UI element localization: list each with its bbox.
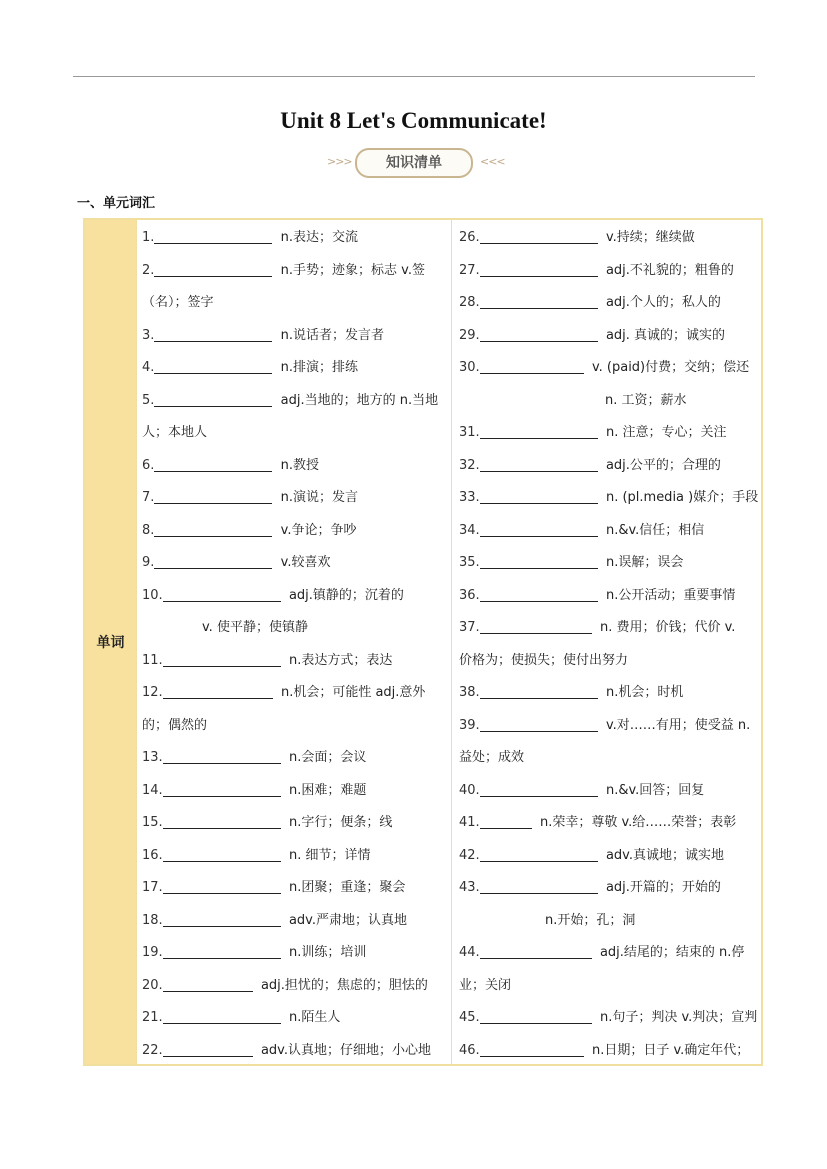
item-definition: n.困难；难题 (288, 782, 367, 798)
item-definition: n.手势；迹象；标志 v.签 (280, 262, 425, 278)
item-definition: adj.不礼貌的；粗鲁的 (605, 262, 734, 278)
answer-blank[interactable] (480, 518, 598, 537)
section-heading: 一、单元词汇 (77, 196, 156, 211)
answer-blank[interactable] (480, 290, 598, 309)
item-definition: n.日期；日子 v.确定年代； (591, 1042, 750, 1058)
item-definition: v.较喜欢 (280, 555, 331, 570)
answer-blank[interactable] (480, 680, 598, 699)
item-number: 32. (459, 457, 480, 473)
answer-blank[interactable] (163, 843, 281, 862)
item-definition: 业；关闭 (459, 977, 512, 993)
column-divider (451, 220, 452, 1064)
vocab-column-right (459, 222, 759, 1067)
page-title: Unit 8 Let's Communicate! (280, 108, 547, 133)
answer-blank[interactable] (480, 875, 598, 894)
answer-blank[interactable] (480, 615, 592, 634)
item-definition: n.开始；孔；洞 (545, 912, 636, 928)
vocab-line (459, 352, 759, 385)
answer-blank[interactable] (480, 583, 598, 602)
answer-blank[interactable] (480, 258, 598, 277)
vocab-line (142, 482, 446, 515)
item-definition: n. 细节；详情 (288, 847, 371, 863)
item-definition: n.机会；可能性 adj.意外 (280, 685, 426, 700)
item-number: 40. (459, 782, 480, 798)
item-number: 15. (142, 815, 163, 830)
item-number: 26. (459, 230, 480, 245)
item-definition: n.演说；发言 (280, 490, 359, 505)
vocab-line (459, 905, 759, 938)
answer-blank[interactable] (154, 453, 272, 472)
item-definition: n. (pl.media )媒介；手段 (605, 490, 759, 505)
item-definition: 价格为；使损失；使付出努力 (459, 652, 629, 668)
item-definition: adv.严肃地；认真地 (288, 912, 407, 928)
answer-blank[interactable] (480, 713, 598, 732)
item-number: 33. (459, 490, 480, 505)
item-number: 37. (459, 620, 480, 635)
item-number: 42. (459, 847, 480, 863)
vocab-line (142, 320, 446, 353)
item-number: 9. (142, 555, 155, 570)
vocab-line (459, 775, 759, 808)
item-number: 34. (459, 522, 480, 538)
item-definition: adj.镇静的；沉着的 (288, 587, 404, 603)
item-number: 30. (459, 360, 480, 375)
vocab-line (459, 742, 759, 775)
item-number: 21. (142, 1010, 163, 1025)
vocab-line (459, 677, 759, 710)
item-number: 19. (142, 945, 163, 960)
item-definition: v. 使平静；使镇静 (202, 620, 308, 635)
item-definition: n.教授 (280, 457, 320, 473)
item-number: 41. (459, 815, 480, 830)
answer-blank[interactable] (480, 1005, 592, 1024)
vocab-line (459, 580, 759, 613)
item-number: 2. (142, 262, 155, 278)
item-number: 5. (142, 392, 155, 408)
vocab-line (142, 742, 446, 775)
item-number: 4. (142, 360, 155, 375)
row-label-cell (85, 220, 137, 1064)
vocab-line (142, 287, 446, 320)
banner-left-arrows: >>> (327, 155, 352, 168)
section-banner (324, 148, 504, 178)
vocab-line (459, 450, 759, 483)
vocab-line (459, 710, 759, 743)
item-definition: n.陌生人 (288, 1010, 341, 1025)
vocab-line (142, 937, 446, 970)
item-definition: adj. 真诚的；诚实的 (605, 327, 726, 343)
item-definition: n.会面；会议 (288, 750, 367, 765)
item-definition: n.误解；误会 (605, 555, 684, 570)
item-definition: adj.开篇的；开始的 (605, 880, 721, 895)
vocab-line (142, 775, 446, 808)
item-number: 7. (142, 490, 155, 505)
banner-label: 知识清单 (355, 148, 473, 178)
vocab-line (459, 515, 759, 548)
item-definition: 人；本地人 (142, 425, 208, 440)
item-number: 17. (142, 880, 163, 895)
answer-blank[interactable] (480, 940, 592, 959)
answer-blank[interactable] (480, 355, 584, 374)
item-definition: 的；偶然的 (142, 717, 208, 733)
answer-blank[interactable] (480, 550, 598, 569)
vocab-line (142, 710, 446, 743)
item-number: 10. (142, 587, 163, 603)
answer-blank[interactable] (154, 258, 272, 277)
vocab-line (459, 255, 759, 288)
vocab-line (142, 352, 446, 385)
answer-blank[interactable] (163, 908, 281, 927)
vocab-line (459, 385, 759, 418)
vocab-line (142, 385, 446, 418)
answer-blank[interactable] (154, 550, 272, 569)
item-number: 29. (459, 327, 480, 343)
vocab-line (142, 580, 446, 613)
item-number: 45. (459, 1010, 480, 1025)
vocab-line (142, 515, 446, 548)
answer-blank[interactable] (163, 648, 281, 667)
item-number: 1. (142, 230, 155, 245)
item-number: 35. (459, 555, 480, 570)
vocab-line (142, 645, 446, 678)
vocab-line (142, 255, 446, 288)
item-number: 22. (142, 1042, 163, 1058)
answer-blank[interactable] (154, 225, 272, 244)
answer-blank[interactable] (480, 225, 598, 244)
item-definition: adj.公平的；合理的 (605, 457, 721, 473)
vocab-line (459, 547, 759, 580)
item-definition: v.对……有用；使受益 n. (605, 717, 751, 733)
item-definition: n.表达；交流 (280, 230, 359, 245)
item-definition: adv.真诚地；诚实地 (605, 847, 724, 863)
item-definition: n.公开活动；重要事情 (605, 587, 736, 603)
vocab-line (459, 872, 759, 905)
item-number: 27. (459, 262, 480, 278)
item-number: 3. (142, 327, 155, 343)
answer-blank[interactable] (480, 485, 598, 504)
item-number: 28. (459, 295, 480, 310)
item-definition: v.争论；争吵 (280, 522, 357, 538)
item-number: 39. (459, 717, 480, 733)
item-number: 36. (459, 587, 480, 603)
item-definition: n. 费用；价钱；代价 v. (599, 620, 736, 635)
item-definition: n.机会；时机 (605, 685, 684, 700)
vocab-line (459, 840, 759, 873)
answer-blank[interactable] (163, 583, 281, 602)
vocab-line (142, 677, 446, 710)
item-definition: 益处；成效 (459, 750, 525, 765)
vocab-line (459, 970, 759, 1003)
vocab-line (459, 645, 759, 678)
item-definition: n.表达方式；表达 (288, 652, 393, 668)
vocab-line (142, 547, 446, 580)
vocab-line (142, 450, 446, 483)
vocab-line (142, 905, 446, 938)
item-number: 38. (459, 685, 480, 700)
answer-blank[interactable] (480, 420, 598, 439)
vocab-line (459, 1002, 759, 1035)
item-definition: n.&v.信任；相信 (605, 522, 705, 538)
vocab-line (142, 1035, 446, 1068)
answer-blank[interactable] (154, 518, 272, 537)
vocab-line (459, 807, 759, 840)
item-definition: adj.结尾的；结束的 n.停 (599, 945, 745, 960)
item-definition: adj.担忧的；焦虑的；胆怯的 (260, 977, 428, 993)
item-number: 31. (459, 425, 480, 440)
item-number: 16. (142, 847, 163, 863)
vocab-line (142, 807, 446, 840)
item-definition: v.持续；继续做 (605, 230, 695, 245)
answer-blank[interactable] (163, 778, 281, 797)
answer-blank[interactable] (480, 778, 598, 797)
vocab-line (142, 417, 446, 450)
answer-blank[interactable] (163, 875, 281, 894)
item-definition: n.说话者；发言者 (280, 327, 385, 343)
item-definition: n.排演；排练 (280, 360, 359, 375)
vocab-line (459, 320, 759, 353)
item-number: 6. (142, 457, 155, 473)
vocab-table (83, 218, 763, 1066)
vocab-line (142, 970, 446, 1003)
item-definition: n. 注意；专心；关注 (605, 425, 727, 440)
vocab-line (142, 222, 446, 255)
answer-blank[interactable] (480, 323, 598, 342)
answer-blank[interactable] (163, 810, 281, 829)
item-definition: n.荣幸；尊敬 v.给……荣誉；表彰 (539, 815, 737, 830)
item-definition: （名）；签字 (142, 295, 214, 310)
answer-blank[interactable] (480, 453, 598, 472)
item-definition: n.句子；判决 v.判决；宣判 (599, 1010, 758, 1025)
answer-blank[interactable] (163, 745, 281, 764)
vocab-line (459, 482, 759, 515)
vocab-line (142, 612, 446, 645)
vocab-line (142, 1002, 446, 1035)
item-number: 11. (142, 652, 163, 668)
answer-blank[interactable] (163, 1038, 253, 1057)
vocab-line (459, 222, 759, 255)
item-number: 43. (459, 880, 480, 895)
answer-blank[interactable] (154, 388, 272, 407)
vocab-line (459, 417, 759, 450)
item-definition: n. 工资；薪水 (605, 392, 687, 408)
item-definition: adj.当地的；地方的 n.当地 (280, 392, 439, 408)
answer-blank[interactable] (163, 680, 273, 699)
banner-right-arrows: <<< (480, 155, 505, 168)
answer-blank[interactable] (154, 485, 272, 504)
answer-blank[interactable] (480, 810, 532, 829)
item-definition: v. (paid)付费；交纳；偿还 (591, 360, 750, 375)
answer-blank[interactable] (154, 323, 272, 342)
vocab-line (459, 287, 759, 320)
item-number: 12. (142, 685, 163, 700)
answer-blank[interactable] (163, 1005, 281, 1024)
answer-blank[interactable] (154, 355, 272, 374)
answer-blank[interactable] (163, 973, 253, 992)
item-number: 18. (142, 912, 163, 928)
vocab-line (142, 872, 446, 905)
answer-blank[interactable] (480, 843, 598, 862)
vocab-column-left (142, 222, 446, 1067)
item-number: 8. (142, 522, 155, 538)
vocab-line (459, 937, 759, 970)
item-number: 13. (142, 750, 163, 765)
item-definition: n.字行；便条；线 (288, 815, 393, 830)
item-definition: adj.个人的；私人的 (605, 295, 721, 310)
item-number: 20. (142, 977, 163, 993)
item-definition: n.团聚；重逢；聚会 (288, 880, 406, 895)
answer-blank[interactable] (480, 1038, 584, 1057)
item-definition: n.训练；培训 (288, 945, 367, 960)
row-label: 单词 (96, 635, 125, 651)
item-definition: adv.认真地；仔细地；小心地 (260, 1042, 431, 1058)
item-number: 44. (459, 945, 480, 960)
item-number: 46. (459, 1042, 480, 1058)
answer-blank[interactable] (163, 940, 281, 959)
item-number: 14. (142, 782, 163, 798)
top-rule (73, 76, 755, 77)
vocab-line (459, 612, 759, 645)
vocab-line (459, 1035, 759, 1068)
vocab-line (142, 840, 446, 873)
item-definition: n.&v.回答；回复 (605, 782, 705, 798)
